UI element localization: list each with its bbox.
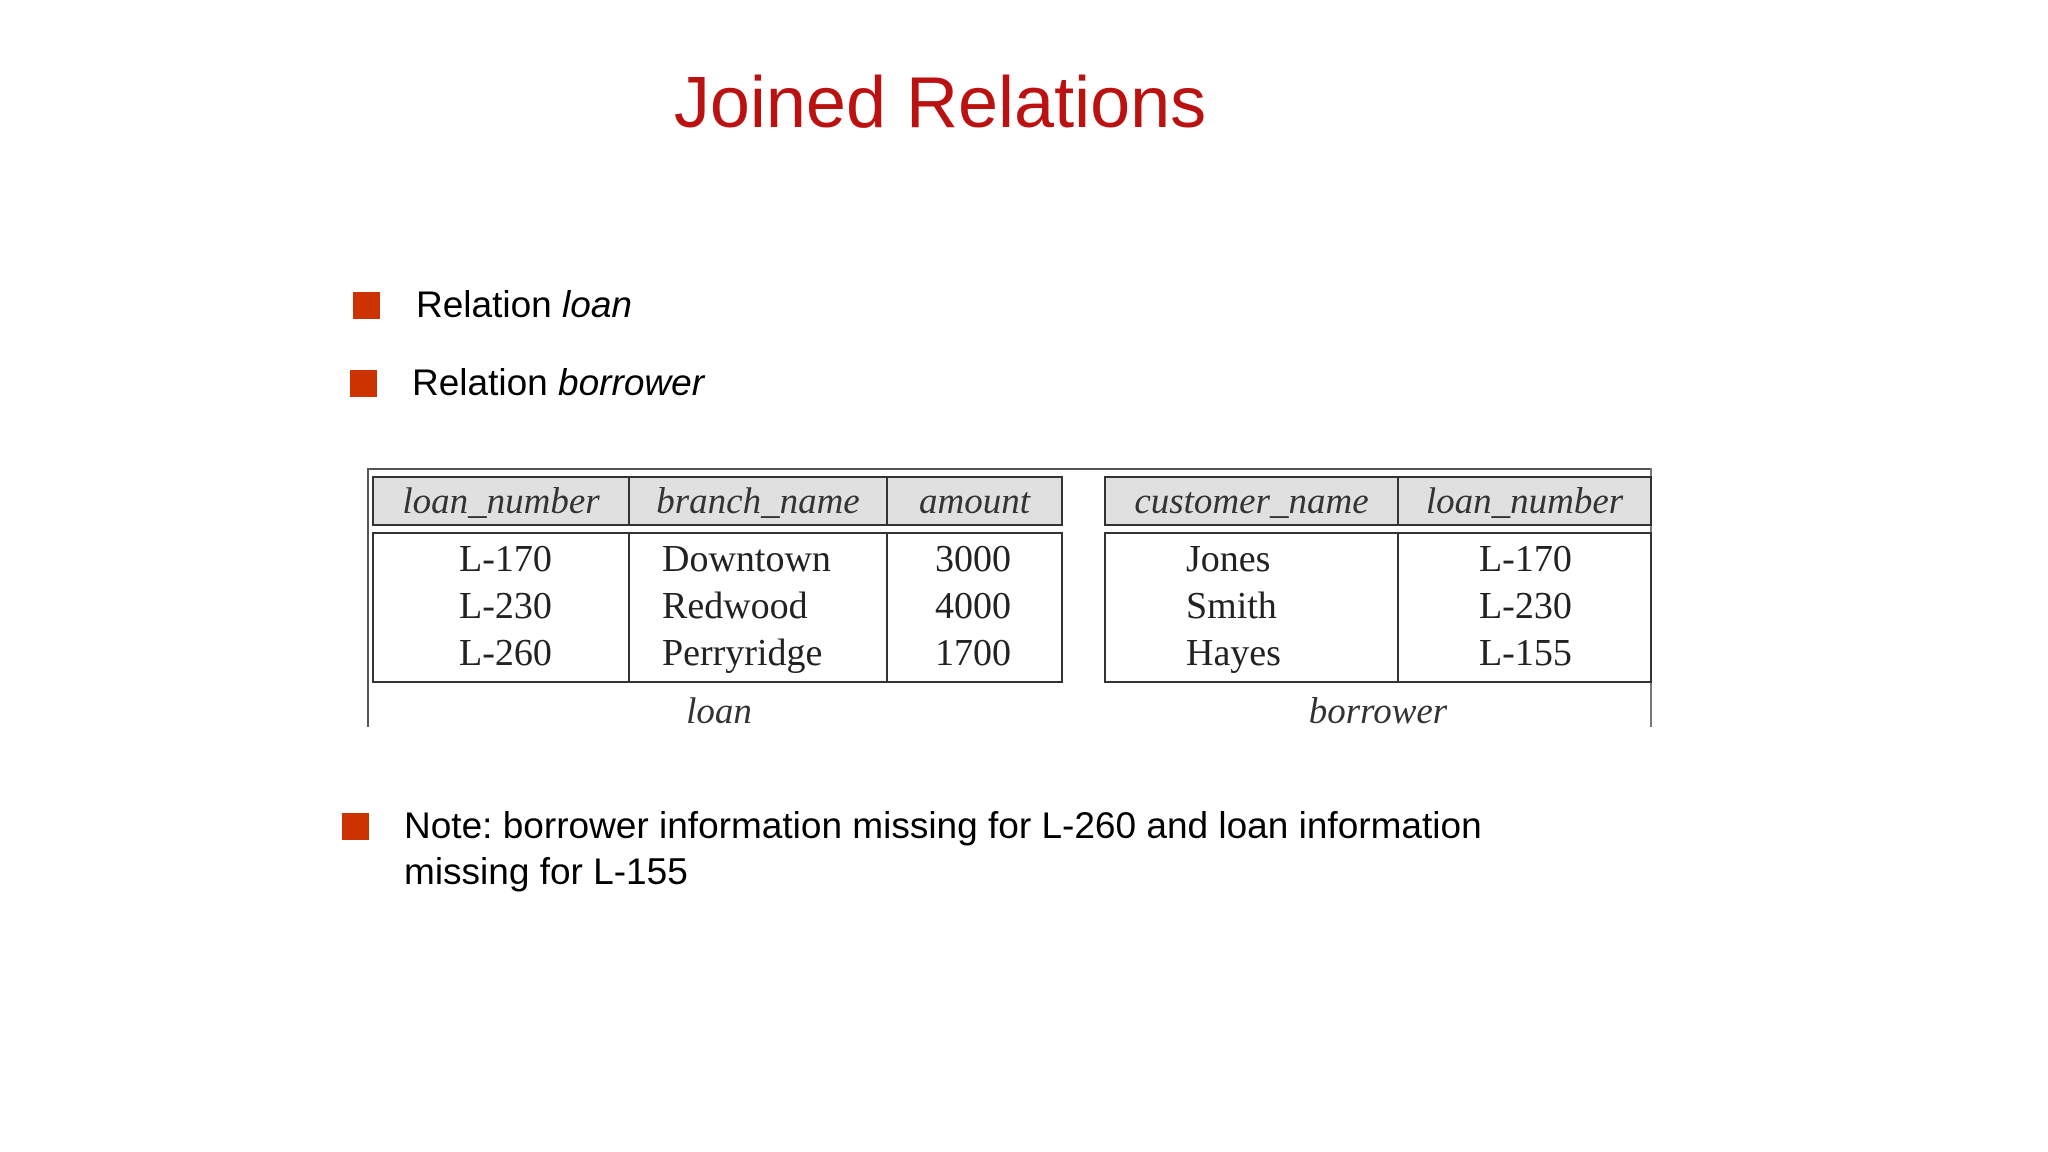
loan-number-cell: L-170 xyxy=(373,533,629,583)
header-customer-name: customer_name xyxy=(1105,477,1398,525)
amount-cell: 3000 xyxy=(887,533,1062,583)
loan-number-cell: L-155 xyxy=(1398,630,1651,682)
branch-name-cell: Redwood xyxy=(629,583,887,630)
bullet-relation-borrower xyxy=(350,360,704,406)
figure-frame-top xyxy=(367,468,1652,470)
header-amount: amount xyxy=(887,477,1062,525)
table-row xyxy=(373,533,1062,583)
loan-number-cell: L-230 xyxy=(373,583,629,630)
borrower-table xyxy=(1104,476,1652,683)
relations-figure xyxy=(367,468,1652,732)
loan-number-cell: L-260 xyxy=(373,630,629,682)
branch-name-cell: Downtown xyxy=(629,533,887,583)
bullet-square-icon xyxy=(350,370,377,397)
loan-header-row xyxy=(373,477,1062,525)
customer-name-cell: Hayes xyxy=(1105,630,1398,682)
table-row xyxy=(1105,583,1651,630)
amount-cell: 1700 xyxy=(887,630,1062,682)
branch-name-cell: Perryridge xyxy=(629,630,887,682)
loan-number-cell: L-170 xyxy=(1398,533,1651,583)
loan-table xyxy=(372,476,1063,683)
bullet-text xyxy=(416,282,632,328)
bullet-text xyxy=(412,360,704,406)
table-row xyxy=(373,630,1062,682)
bullet-relation-loan xyxy=(353,282,632,328)
bullet-square-icon xyxy=(353,292,380,319)
header-branch-name: branch_name xyxy=(629,477,887,525)
relation-name: borrower xyxy=(558,362,705,403)
header-loan-number: loan_number xyxy=(373,477,629,525)
figure-frame-left xyxy=(367,468,369,727)
bullet-square-icon xyxy=(342,813,369,840)
relation-name: loan xyxy=(562,284,632,325)
table-row xyxy=(1105,630,1651,682)
bullet-prefix: Relation xyxy=(416,284,563,325)
slide-title: Joined Relations xyxy=(673,63,1207,143)
borrower-caption: borrower xyxy=(1308,691,1448,732)
borrower-header-row xyxy=(1105,477,1651,525)
note-text: Note: borrower information missing for L-260 and loan information missing for L-155 xyxy=(404,805,1482,892)
loan-number-cell: L-230 xyxy=(1398,583,1651,630)
loan-caption: loan xyxy=(686,691,752,732)
customer-name-cell: Smith xyxy=(1105,583,1398,630)
amount-cell: 4000 xyxy=(887,583,1062,630)
bullet-note xyxy=(342,803,1504,895)
customer-name-cell: Jones xyxy=(1105,533,1398,583)
bullet-prefix: Relation xyxy=(412,362,559,403)
table-row xyxy=(1105,533,1651,583)
header-loan-number: loan_number xyxy=(1398,477,1651,525)
table-row xyxy=(373,583,1062,630)
